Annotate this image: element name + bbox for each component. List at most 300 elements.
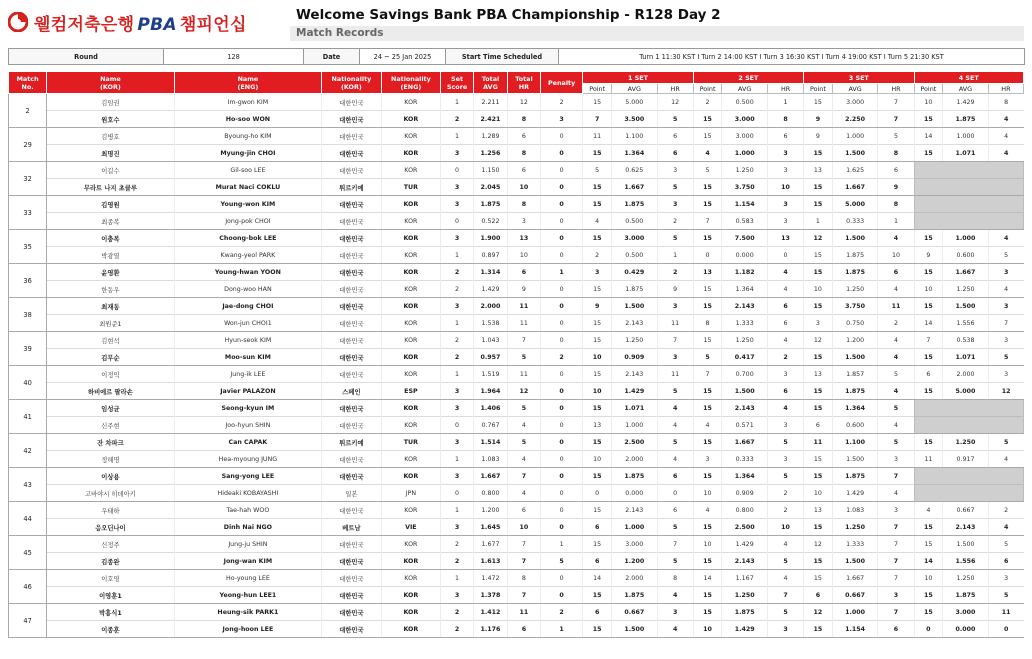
total-hr: 11 [507, 315, 540, 332]
total-avg: 1.900 [474, 230, 508, 247]
table-row [9, 451, 1024, 468]
set-1-avg: 1.500 [611, 621, 657, 638]
set-2-point: 15 [693, 128, 722, 145]
set-2-avg: 1.364 [722, 468, 768, 485]
table-row [9, 468, 1024, 485]
set-2-point: 15 [693, 400, 722, 417]
nationality-eng: KOR [381, 553, 440, 570]
nationality-kor: 대한민국 [322, 570, 381, 587]
player-name-kor: 김종완 [47, 553, 174, 570]
set-3-avg: 1.667 [832, 570, 878, 587]
total-avg: 1.150 [474, 162, 508, 179]
set-score: 0 [441, 485, 474, 502]
player-name-kor: 신주현 [47, 417, 174, 434]
set-3-point: 15 [804, 247, 833, 264]
total-hr: 10 [507, 247, 540, 264]
total-avg: 1.256 [474, 145, 508, 162]
set-4-avg: 1.500 [943, 298, 989, 315]
nationality-kor: 대한민국 [322, 162, 381, 179]
set-4-avg: 1.250 [943, 434, 989, 451]
set-3-point: 12 [804, 536, 833, 553]
set-2-avg: 1.250 [722, 162, 768, 179]
set-1-hr: 4 [657, 587, 693, 604]
total-hr: 5 [507, 400, 540, 417]
set-3-point: 15 [804, 264, 833, 281]
player-name-eng: Jong-hoon LEE [174, 621, 322, 638]
player-name-eng: Kwang-yeol PARK [174, 247, 322, 264]
match-number: 40 [9, 366, 47, 400]
set-4-point: 15 [914, 383, 943, 400]
set-2-hr: 6 [768, 383, 804, 400]
total-hr: 6 [507, 264, 540, 281]
set-3-hr: 4 [878, 383, 914, 400]
set-3-point: 15 [804, 383, 833, 400]
total-avg: 1.200 [474, 502, 508, 519]
table-row [9, 298, 1024, 315]
total-hr: 5 [507, 349, 540, 366]
set-3-point: 15 [804, 298, 833, 315]
nationality-eng: KOR [381, 621, 440, 638]
col-nationality-kor: Nationality (KOR) [322, 72, 381, 94]
set-3-hr: 6 [878, 621, 914, 638]
nationality-kor: 일본 [322, 485, 381, 502]
set-3-avg: 1.875 [832, 264, 878, 281]
set-2-hr: 2 [768, 349, 804, 366]
set-4-point: 15 [914, 298, 943, 315]
table-row [9, 434, 1024, 451]
set-4-avg: 1.429 [943, 94, 989, 111]
total-avg: 1.429 [474, 281, 508, 298]
match-number: 43 [9, 468, 47, 502]
nationality-kor: 대한민국 [322, 94, 381, 111]
set-3-point: 15 [804, 451, 833, 468]
set-2-point: 15 [693, 553, 722, 570]
player-name-eng: Seong-kyun IM [174, 400, 322, 417]
set-3-hr: 5 [878, 434, 914, 451]
set-1-hr: 3 [657, 162, 693, 179]
penalty: 0 [540, 570, 582, 587]
brand-swirl-icon [8, 12, 28, 32]
nationality-kor: 대한민국 [322, 604, 381, 621]
set-3-point: 10 [804, 281, 833, 298]
table-row [9, 230, 1024, 247]
col-set-2: 2 SET [693, 72, 803, 84]
set-3-avg: 5.000 [832, 196, 878, 213]
set-4-avg: 3.000 [943, 604, 989, 621]
set-4-avg: 1.250 [943, 570, 989, 587]
set-hr-header: HR [657, 84, 693, 94]
nationality-eng: ESP [381, 383, 440, 400]
player-name-eng: Jung-ik LEE [174, 366, 322, 383]
set-2-hr: 8 [768, 111, 804, 128]
set-hr-header: HR [878, 84, 914, 94]
table-row [9, 417, 1024, 434]
set-point-header: Point [804, 84, 833, 94]
nationality-eng: KOR [381, 587, 440, 604]
set-1-point: 5 [583, 162, 612, 179]
table-row [9, 332, 1024, 349]
nationality-kor: 대한민국 [322, 468, 381, 485]
set-not-played [914, 485, 1024, 502]
table-row [9, 587, 1024, 604]
set-score: 2 [441, 349, 474, 366]
set-2-point: 15 [693, 383, 722, 400]
player-name-kor: 김무순 [47, 349, 174, 366]
penalty: 0 [540, 145, 582, 162]
set-score: 1 [441, 366, 474, 383]
total-avg: 1.645 [474, 519, 508, 536]
match-number: 47 [9, 604, 47, 638]
total-hr: 4 [507, 485, 540, 502]
set-3-avg: 0.333 [832, 213, 878, 230]
set-2-hr: 3 [768, 621, 804, 638]
total-hr: 11 [507, 604, 540, 621]
set-1-avg: 3.000 [611, 230, 657, 247]
subtitle-bar [290, 26, 1024, 41]
nationality-eng: KOR [381, 502, 440, 519]
total-avg: 2.045 [474, 179, 508, 196]
set-3-avg: 0.600 [832, 417, 878, 434]
set-score: 3 [441, 519, 474, 536]
nationality-kor: 스페인 [322, 383, 381, 400]
set-1-avg: 0.625 [611, 162, 657, 179]
set-4-avg: 2.143 [943, 519, 989, 536]
nationality-eng: JPN [381, 485, 440, 502]
set-score: 3 [441, 434, 474, 451]
set-point-header: Point [583, 84, 612, 94]
set-not-played [914, 179, 1024, 196]
set-1-point: 6 [583, 604, 612, 621]
set-2-hr: 3 [768, 213, 804, 230]
nationality-kor: 튀르키예 [322, 434, 381, 451]
set-4-point: 15 [914, 230, 943, 247]
set-2-avg: 1.167 [722, 570, 768, 587]
set-2-avg: 2.143 [722, 553, 768, 570]
player-name-eng: Jung-ju SHIN [174, 536, 322, 553]
set-2-point: 15 [693, 604, 722, 621]
set-3-hr: 5 [878, 400, 914, 417]
total-hr: 12 [507, 383, 540, 400]
col-total-avg: Total AVG [474, 72, 508, 94]
set-1-hr: 2 [657, 213, 693, 230]
set-hr-header: HR [988, 84, 1023, 94]
set-1-avg: 1.875 [611, 587, 657, 604]
set-2-avg: 0.000 [722, 247, 768, 264]
set-4-point: 14 [914, 128, 943, 145]
player-name-kor: 최명진 [47, 145, 174, 162]
nationality-kor: 대한민국 [322, 366, 381, 383]
table-row [9, 247, 1024, 264]
total-hr: 8 [507, 196, 540, 213]
set-score: 3 [441, 230, 474, 247]
set-1-point: 15 [583, 145, 612, 162]
total-hr: 13 [507, 230, 540, 247]
set-2-avg: 1.154 [722, 196, 768, 213]
penalty: 0 [540, 468, 582, 485]
penalty: 0 [540, 213, 582, 230]
nationality-kor: 대한민국 [322, 281, 381, 298]
set-4-point: 15 [914, 587, 943, 604]
set-4-point: 7 [914, 332, 943, 349]
col-set-1: 1 SET [583, 72, 693, 84]
set-4-avg: 1.000 [943, 230, 989, 247]
set-4-hr: 4 [988, 519, 1023, 536]
total-avg: 2.000 [474, 298, 508, 315]
total-avg: 0.767 [474, 417, 508, 434]
set-2-hr: 5 [768, 553, 804, 570]
set-3-avg: 3.750 [832, 298, 878, 315]
nationality-eng: KOR [381, 264, 440, 281]
set-3-hr: 9 [878, 179, 914, 196]
nationality-kor: 대한민국 [322, 417, 381, 434]
col-match: Match No. [9, 72, 47, 94]
set-3-point: 15 [804, 621, 833, 638]
set-4-point: 11 [914, 451, 943, 468]
set-4-hr: 3 [988, 366, 1023, 383]
nationality-eng: KOR [381, 332, 440, 349]
set-2-avg: 2.143 [722, 400, 768, 417]
total-avg: 1.378 [474, 587, 508, 604]
set-3-hr: 6 [878, 162, 914, 179]
set-2-avg: 1.250 [722, 332, 768, 349]
player-name-kor: 윤영환 [47, 264, 174, 281]
set-1-avg: 1.071 [611, 400, 657, 417]
set-1-hr: 1 [657, 247, 693, 264]
penalty: 0 [540, 315, 582, 332]
nationality-eng: KOR [381, 366, 440, 383]
nationality-kor: 대한민국 [322, 332, 381, 349]
set-4-avg: 1.250 [943, 281, 989, 298]
nationality-eng: KOR [381, 570, 440, 587]
set-1-point: 15 [583, 196, 612, 213]
set-4-hr: 3 [988, 570, 1023, 587]
player-name-eng: Yeong-hun LEE1 [174, 587, 322, 604]
set-3-avg: 1.000 [832, 128, 878, 145]
set-2-point: 15 [693, 298, 722, 315]
set-3-avg: 1.429 [832, 485, 878, 502]
set-1-point: 15 [583, 281, 612, 298]
set-2-avg: 0.700 [722, 366, 768, 383]
set-3-avg: 1.875 [832, 468, 878, 485]
nationality-kor: 대한민국 [322, 451, 381, 468]
set-3-hr: 4 [878, 485, 914, 502]
player-name-eng: Myung-jin CHOI [174, 145, 322, 162]
set-score: 0 [441, 213, 474, 230]
table-row [9, 366, 1024, 383]
set-4-hr: 5 [988, 587, 1023, 604]
set-3-hr: 5 [878, 128, 914, 145]
set-4-avg: 1.500 [943, 536, 989, 553]
set-2-point: 13 [693, 264, 722, 281]
table-row [9, 145, 1024, 162]
total-hr: 7 [507, 468, 540, 485]
col-set-score: Set Score [441, 72, 474, 94]
set-3-avg: 3.000 [832, 94, 878, 111]
player-name-eng: Ho-young LEE [174, 570, 322, 587]
table-row [9, 519, 1024, 536]
set-1-point: 15 [583, 621, 612, 638]
nationality-kor: 대한민국 [322, 587, 381, 604]
total-hr: 6 [507, 128, 540, 145]
table-row [9, 196, 1024, 213]
set-3-avg: 1.250 [832, 519, 878, 536]
nationality-eng: KOR [381, 196, 440, 213]
set-1-hr: 5 [657, 111, 693, 128]
set-3-avg: 1.500 [832, 145, 878, 162]
set-1-avg: 5.000 [611, 94, 657, 111]
nationality-eng: KOR [381, 298, 440, 315]
set-3-avg: 1.100 [832, 434, 878, 451]
set-3-avg: 1.857 [832, 366, 878, 383]
set-4-hr: 11 [988, 604, 1023, 621]
nationality-eng: KOR [381, 247, 440, 264]
set-2-point: 15 [693, 196, 722, 213]
penalty: 0 [540, 247, 582, 264]
penalty: 0 [540, 434, 582, 451]
set-4-hr: 4 [988, 281, 1023, 298]
total-hr: 7 [507, 587, 540, 604]
set-3-point: 12 [804, 230, 833, 247]
total-hr: 3 [507, 213, 540, 230]
penalty: 0 [540, 451, 582, 468]
col-nationality-eng: Nationality (ENG) [381, 72, 440, 94]
total-avg: 1.875 [474, 196, 508, 213]
set-1-hr: 3 [657, 298, 693, 315]
set-3-point: 15 [804, 349, 833, 366]
set-1-avg: 2.000 [611, 451, 657, 468]
set-1-hr: 5 [657, 553, 693, 570]
set-1-avg: 2.500 [611, 434, 657, 451]
set-3-hr: 7 [878, 553, 914, 570]
set-1-hr: 4 [657, 417, 693, 434]
set-2-point: 7 [693, 213, 722, 230]
nationality-kor: 대한민국 [322, 400, 381, 417]
player-name-eng: Ho-soo WON [174, 111, 322, 128]
table-row [9, 349, 1024, 366]
set-1-avg: 1.364 [611, 145, 657, 162]
brand-logo [8, 10, 247, 34]
set-score: 2 [441, 111, 474, 128]
set-3-hr: 3 [878, 587, 914, 604]
nationality-kor: 대한민국 [322, 553, 381, 570]
set-2-hr: 4 [768, 281, 804, 298]
player-name-eng: Choong-bok LEE [174, 230, 322, 247]
penalty: 0 [540, 196, 582, 213]
penalty: 0 [540, 587, 582, 604]
set-2-point: 10 [693, 485, 722, 502]
set-3-point: 10 [804, 485, 833, 502]
set-3-point: 13 [804, 366, 833, 383]
set-2-point: 5 [693, 162, 722, 179]
total-hr: 11 [507, 298, 540, 315]
player-name-eng: Young-hwan YOON [174, 264, 322, 281]
date-label: Date [304, 49, 360, 65]
table-row [9, 485, 1024, 502]
player-name-kor: 이길수 [47, 162, 174, 179]
set-3-hr: 4 [878, 417, 914, 434]
set-1-point: 6 [583, 553, 612, 570]
set-2-hr: 3 [768, 451, 804, 468]
set-4-hr: 4 [988, 145, 1023, 162]
set-2-point: 7 [693, 366, 722, 383]
set-2-point: 4 [693, 145, 722, 162]
set-score: 1 [441, 128, 474, 145]
player-name-kor: 원호수 [47, 111, 174, 128]
set-3-point: 9 [804, 111, 833, 128]
player-name-eng: Can CAPAK [174, 434, 322, 451]
set-4-avg: 0.600 [943, 247, 989, 264]
set-2-hr: 10 [768, 179, 804, 196]
set-4-point: 9 [914, 247, 943, 264]
set-4-point: 4 [914, 502, 943, 519]
match-number: 33 [9, 196, 47, 230]
set-4-point: 6 [914, 366, 943, 383]
table-row [9, 162, 1024, 179]
set-3-hr: 7 [878, 570, 914, 587]
player-name-eng: Sang-yong LEE [174, 468, 322, 485]
set-1-point: 10 [583, 451, 612, 468]
set-1-avg: 2.143 [611, 502, 657, 519]
player-name-kor: 무라트 나지 초클루 [47, 179, 174, 196]
set-2-hr: 3 [768, 366, 804, 383]
set-2-avg: 0.571 [722, 417, 768, 434]
set-3-avg: 1.000 [832, 604, 878, 621]
set-3-avg: 1.333 [832, 536, 878, 553]
nationality-eng: KOR [381, 213, 440, 230]
col-penalty: Penalty [540, 72, 582, 94]
player-name-eng: Javier PALAZON [174, 383, 322, 400]
player-name-eng: Byoung-ho KIM [174, 128, 322, 145]
set-1-point: 2 [583, 247, 612, 264]
table-row [9, 604, 1024, 621]
total-hr: 10 [507, 519, 540, 536]
set-1-hr: 6 [657, 502, 693, 519]
set-2-avg: 0.500 [722, 94, 768, 111]
col-name-kor: Name (KOR) [47, 72, 174, 94]
set-1-avg: 2.143 [611, 315, 657, 332]
total-avg: 2.211 [474, 94, 508, 111]
set-2-hr: 13 [768, 230, 804, 247]
set-3-avg: 1.667 [832, 179, 878, 196]
set-2-hr: 5 [768, 604, 804, 621]
set-4-hr: 12 [988, 383, 1023, 400]
set-1-avg: 1.000 [611, 519, 657, 536]
match-number: 36 [9, 264, 47, 298]
set-not-played [914, 468, 1024, 485]
player-name-kor: 최원준1 [47, 315, 174, 332]
set-1-point: 10 [583, 349, 612, 366]
penalty: 0 [540, 179, 582, 196]
set-3-avg: 1.200 [832, 332, 878, 349]
table-row [9, 383, 1024, 400]
total-hr: 7 [507, 332, 540, 349]
nationality-kor: 대한민국 [322, 111, 381, 128]
total-avg: 2.421 [474, 111, 508, 128]
set-4-point: 10 [914, 570, 943, 587]
penalty: 0 [540, 400, 582, 417]
set-3-avg: 1.875 [832, 247, 878, 264]
set-score: 1 [441, 451, 474, 468]
total-avg: 1.667 [474, 468, 508, 485]
set-3-point: 13 [804, 162, 833, 179]
set-1-point: 15 [583, 502, 612, 519]
player-name-kor: 김임권 [47, 94, 174, 111]
player-name-kor: 우태하 [47, 502, 174, 519]
nationality-kor: 대한민국 [322, 196, 381, 213]
page-subtitle: Match Records [296, 27, 384, 39]
set-2-hr: 4 [768, 264, 804, 281]
set-2-point: 5 [693, 349, 722, 366]
